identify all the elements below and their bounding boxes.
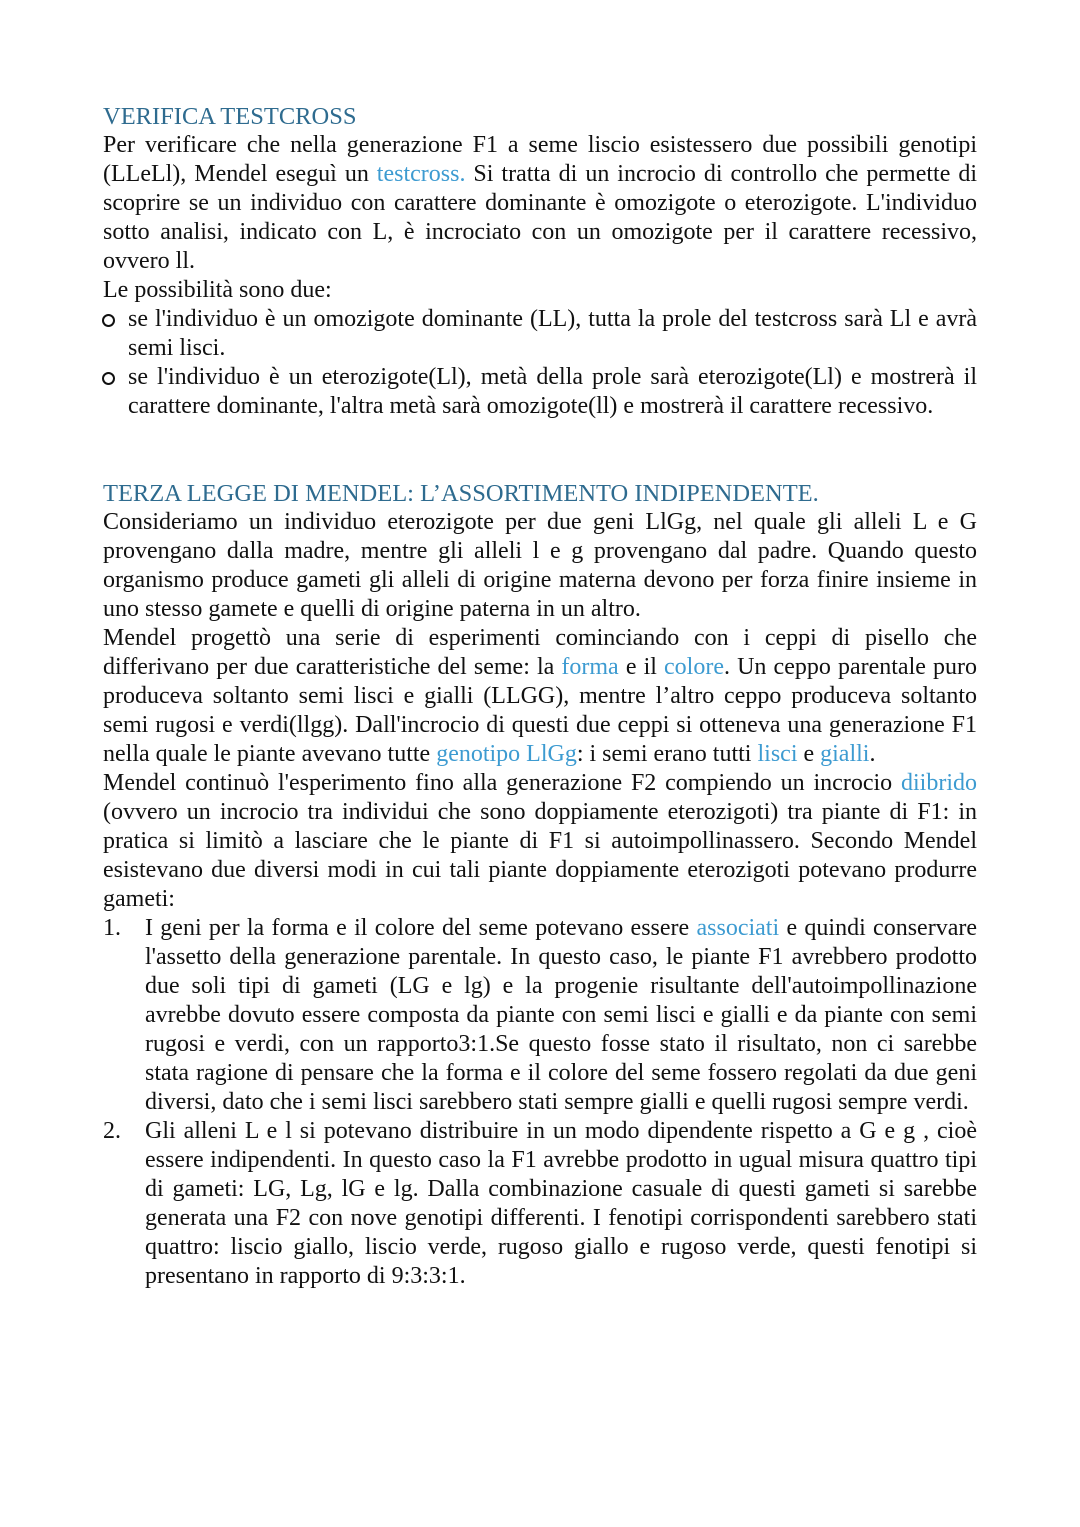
section-title-third-law: TERZA LEGGE DI MENDEL: L’ASSORTIMENTO INDIPENDENTE. — [103, 480, 819, 507]
circle-bullet-icon — [102, 314, 115, 327]
text-run: Mendel continuò l'esperimento fino alla generazione F2 compiendo un incrocio — [103, 770, 901, 796]
text-run: (ovvero un incrocio tra individui che sono doppiamente eterozigoti) tra piante di F1: in pratica si limitò a lasciare che le piante di F1 si autoimpollinassero. Secondo Mendel esistevano due diversi modi in cui tali piante doppiamente eterozigoti potevano produrre gameti: — [103, 799, 977, 912]
paragraph-heterozygote: Consideriamo un individuo eterozigote per due geni LlGg, nel quale gli alleli L e G provengano dalla madre, mentre gli alleli l e g provengano dal padre. Quando questo organismo produce gameti gli alleli di origine materna devono per forza finire insieme in uno stesso gamete e quelli di origine paterna in un altro. — [103, 509, 977, 622]
numbered-item — [103, 1117, 977, 1291]
testcross-paragraph — [103, 131, 977, 276]
gamete-modes-list — [103, 914, 977, 1291]
highlight-colore: colore — [664, 654, 724, 680]
text-run: Mendel progettò una serie di esperimenti cominciando con i ceppi di pisello che differivano per due caratteristiche del seme: la — [103, 625, 977, 680]
text-run: Si tratta di un incrocio di controllo che permette di scoprire se un individuo con carattere dominante è omozigote o eterozigote. L'individuo sotto analisi, indicato con L, è incrociato con un omozigote per il carattere recessivo, ovvero ll. — [103, 161, 977, 274]
text-run: I geni per la forma e il colore del seme potevano essere — [145, 915, 697, 941]
list-item — [103, 363, 977, 421]
text-run: : i semi erano tutti — [576, 741, 758, 767]
text-run: Gli alleni L e l si potevano distribuire in un modo dipendente rispetto a G e g , cioè essere indipendenti. In questo caso la F1 avrebbe prodotto in ugual misura quattro tipi di gameti: LG, Lg, lG e lg. Dalla combinazione casuale di questi gameti si sarebbe generata una F2 con nove genotipi differenti. I fenotipi corrispondenti sarebbero stati quattro: liscio giallo, liscio verde, rugoso giallo e rugoso verde, questi fenotipi si presentano in rapporto di 9:3:3:1. — [145, 1118, 977, 1289]
circle-bullet-icon — [102, 372, 115, 385]
highlight-testcross: testcross. — [376, 161, 466, 187]
text-run: . — [869, 741, 876, 767]
text-run: e il — [618, 654, 665, 680]
paragraph-f2 — [103, 769, 977, 914]
section-spacer — [103, 421, 977, 479]
list-item-text: se l'individuo è un omozigote dominante (LL), tutta la prole del testcross sarà Ll e avrà semi lisci. — [128, 306, 977, 361]
highlight-genotipo: genotipo LlGg — [436, 741, 577, 767]
text-run: . Un ceppo parentale puro produceva soltanto semi lisci e gialli (LLGG), mentre l’altro ceppo produceva soltanto semi rugosi e verdi(llgg). Dall'incrocio di questi due ceppi si otteneva una generazione F1 nella quale le piante avevano tutte — [103, 654, 977, 767]
possibilities-list — [103, 305, 977, 421]
text-run: Per verificare che nella generazione F1 a seme liscio esistessero due possibili genotipi (LLeLl), Mendel eseguì un — [103, 132, 977, 187]
numbered-item — [103, 914, 977, 1117]
list-item — [103, 305, 977, 363]
section-title-testcross: VERIFICA TESTCROSS — [103, 103, 357, 130]
highlight-gialli: gialli — [820, 741, 870, 767]
possibilities-intro: Le possibilità sono due: — [103, 277, 332, 303]
list-item-text: se l'individuo è un eterozigote(Ll), metà della prole sarà eterozigote(Ll) e mostrerà il carattere dominante, l'altra metà sarà omozigote(ll) e mostrerà il carattere recessivo. — [128, 364, 977, 419]
highlight-diibrido: diibrido — [901, 770, 977, 796]
item-number: 1. — [103, 915, 121, 941]
item-number: 2. — [103, 1118, 121, 1144]
page-content — [103, 102, 977, 1291]
highlight-forma: forma — [561, 654, 619, 680]
paragraph-experiments — [103, 624, 977, 769]
highlight-lisci: lisci — [757, 741, 798, 767]
highlight-associati: associati — [696, 915, 780, 941]
text-run: e — [797, 741, 821, 767]
text-run: e quindi conservare l'assetto della generazione parentale. In questo caso, le piante F1 avrebbero prodotto due soli tipi di gameti (LG e lg) e la progenie risultante dell'autoimpollinazione avrebbe dovuto essere composta da piante con semi lisci e gialli e da piante con semi rugosi e verdi, con un rapporto3:1.Se questo fosse stato il risultato, non ci sarebbe stata ragione di pensare che la forma e il colore del seme fossero regolati da due geni diversi, dato che i semi lisci sarebbero stati sempre gialli e quelli rugosi sempre verdi. — [145, 915, 977, 1115]
